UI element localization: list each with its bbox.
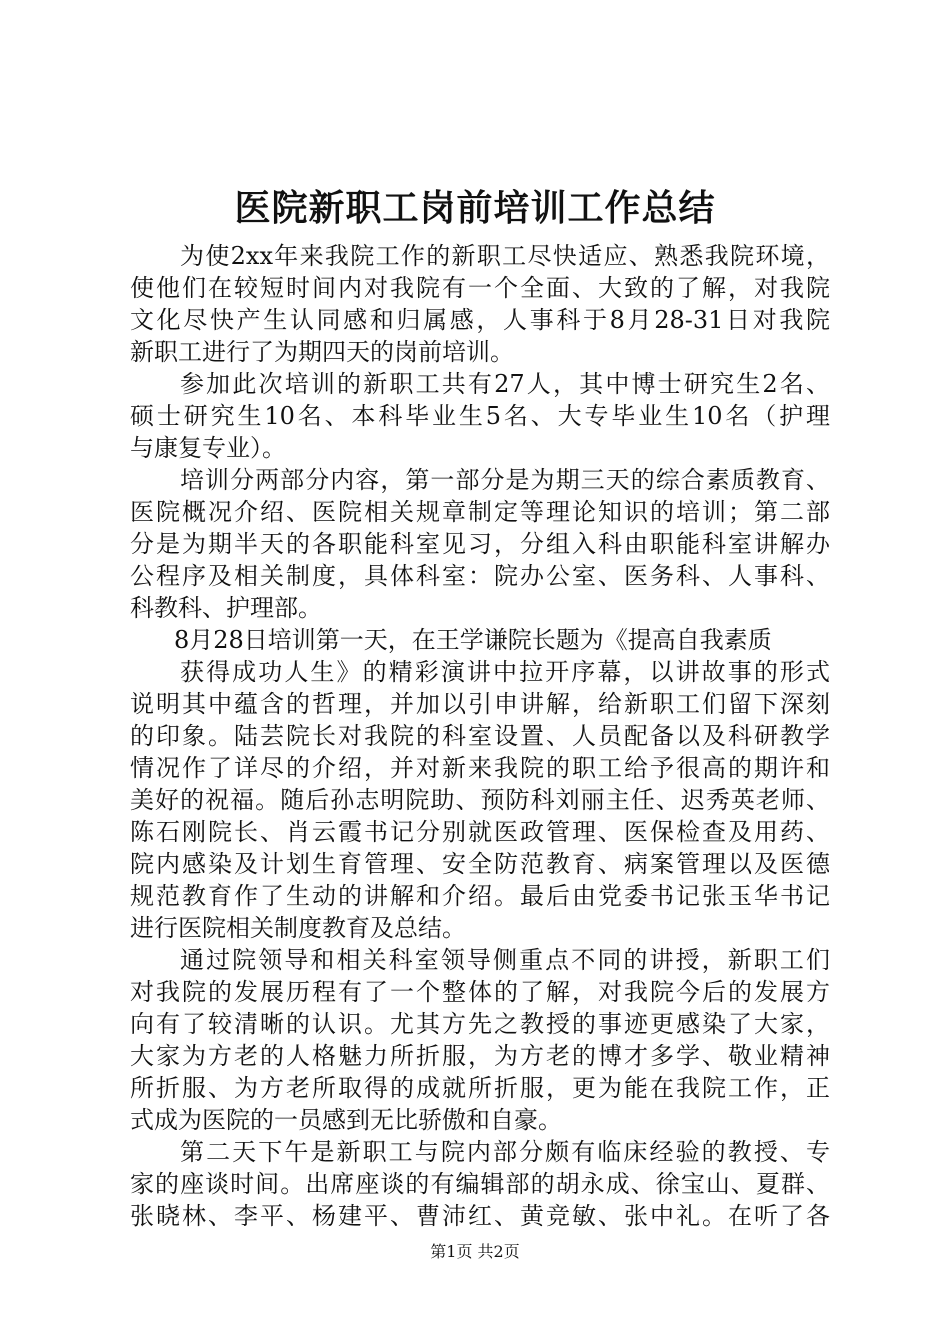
- text-line: 情况作了详尽的介绍，并对新来我院的职工给予很高的期许和: [130, 754, 830, 782]
- text-line: 对我院的发展历程有了一个整体的了解，对我院今后的发展方: [130, 978, 830, 1006]
- document-title: 医院新职工岗前培训工作总结: [234, 187, 716, 229]
- text-line: 为使2xx年来我院工作的新职工尽快适应、熟悉我院环境，: [180, 242, 830, 270]
- page-indicator: 第1页 共2页: [430, 1242, 520, 1261]
- text-line: 张晓林、李平、杨建平、曹沛红、黄竞敏、张中礼。在听了各: [130, 1202, 830, 1230]
- text-line: 文化尽快产生认同感和归属感，人事科于8月28-31日对我院: [130, 306, 830, 334]
- text-line: 培训分两部分内容，第一部分是为期三天的综合素质教育、: [180, 466, 830, 494]
- text-line: 通过院领导和相关科室领导侧重点不同的讲授，新职工们: [180, 946, 830, 974]
- text-line: 与康复专业）。: [130, 434, 286, 462]
- document-body: [130, 240, 830, 1232]
- text-line: 第二天下午是新职工与院内部分颇有临床经验的教授、专: [180, 1138, 830, 1166]
- text-line: 公程序及相关制度，具体科室：院办公室、医务科、人事科、: [130, 562, 830, 590]
- text-line: 参加此次培训的新职工共有27人，其中博士研究生2名、: [180, 370, 830, 398]
- text-line: 获得成功人生》的精彩演讲中拉开序幕，以讲故事的形式: [180, 658, 830, 686]
- text-line: 大家为方老的人格魅力所折服，为方老的博才多学、敬业精神: [130, 1042, 830, 1070]
- text-line: 所折服、为方老所取得的成就所折服，更为能在我院工作，正: [130, 1074, 830, 1102]
- text-line: 使他们在较短时间内对我院有一个全面、大致的了解，对我院: [130, 274, 830, 302]
- text-line: 说明其中蕴含的哲理，并加以引申讲解，给新职工们留下深刻: [130, 690, 830, 718]
- text-line: 院内感染及计划生育管理、安全防范教育、病案管理以及医德: [130, 850, 830, 878]
- text-line: 进行医院相关制度教育及总结。: [130, 914, 466, 942]
- text-line: 家的座谈时间。出席座谈的有编辑部的胡永成、徐宝山、夏群、: [130, 1170, 830, 1198]
- text-line: 8月28日培训第一天，在王学谦院长题为《提高自我素质: [174, 626, 772, 654]
- text-line: 科教科、护理部。: [130, 594, 322, 622]
- text-line: 陈石刚院长、肖云霞书记分别就医政管理、医保检查及用药、: [130, 818, 830, 846]
- text-line: 的印象。陆芸院长对我院的科室设置、人员配备以及科研教学: [130, 722, 830, 750]
- text-line: 医院概况介绍、医院相关规章制定等理论知识的培训；第二部: [130, 498, 830, 526]
- text-line: 新职工进行了为期四天的岗前培训。: [130, 338, 514, 366]
- text-line: 硕士研究生10名、本科毕业生5名、大专毕业生10名（护理: [130, 402, 830, 430]
- text-line: 美好的祝福。随后孙志明院助、预防科刘丽主任、迟秀英老师、: [130, 786, 830, 814]
- text-line: 分是为期半天的各职能科室见习，分组入科由职能科室讲解办: [130, 530, 830, 558]
- text-line: 式成为医院的一员感到无比骄傲和自豪。: [130, 1106, 562, 1134]
- text-line: 向有了较清晰的认识。尤其方先之教授的事迹更感染了大家，: [130, 1010, 830, 1038]
- text-line: 规范教育作了生动的讲解和介绍。最后由党委书记张玉华书记: [130, 882, 830, 910]
